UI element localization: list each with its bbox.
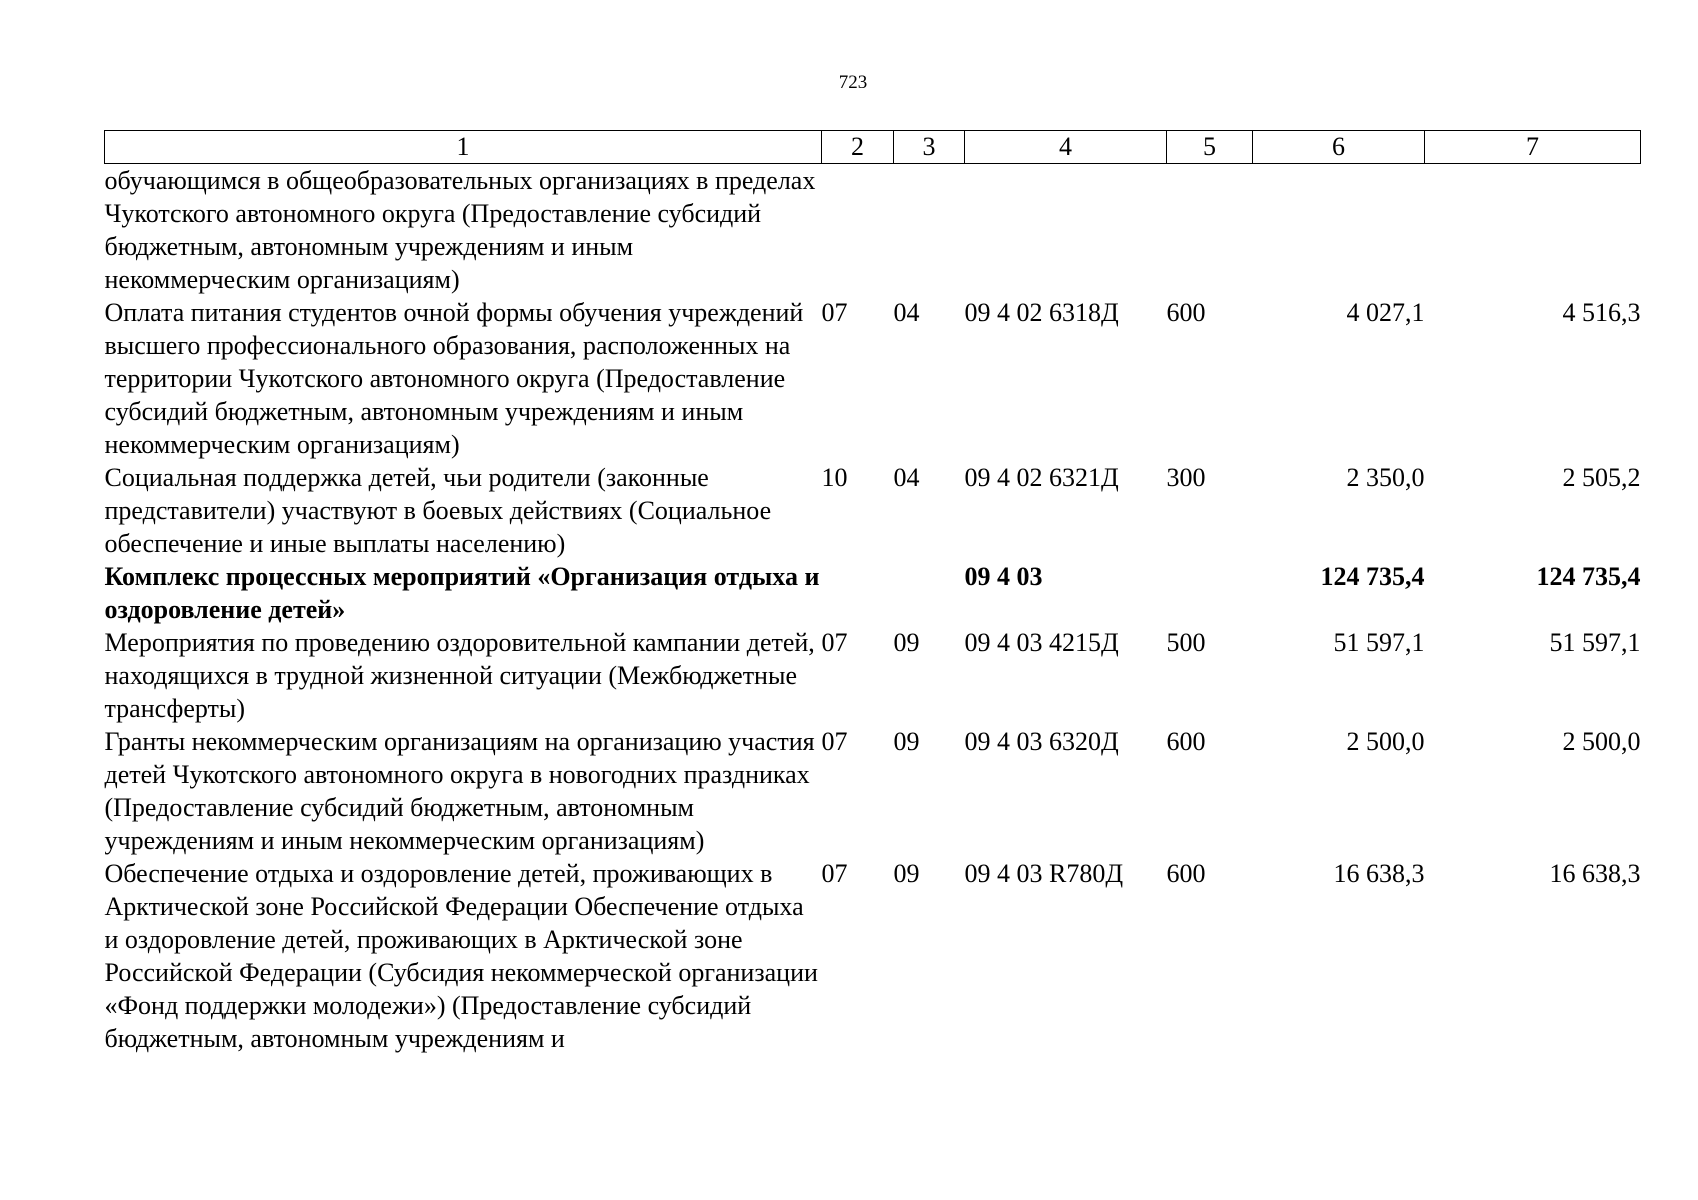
row-subsection: 04 — [893, 463, 920, 492]
row-subsection — [894, 164, 965, 297]
row-target-article: 09 4 03 4215Д — [964, 628, 1119, 657]
header-col-2: 2 — [822, 131, 894, 164]
row-name: Комплекс процессных мероприятий «Организация отдыха и оздоровление детей» — [104, 562, 820, 624]
row-expense-type: 300 — [1166, 463, 1206, 492]
row-amount-year2: 2 505,2 — [1562, 463, 1641, 492]
row-expense-type: 500 — [1166, 628, 1206, 657]
header-col-5: 5 — [1167, 131, 1253, 164]
header-col-7: 7 — [1425, 131, 1641, 164]
row-amount-year1: 51 597,1 — [1333, 628, 1425, 657]
row-section — [822, 560, 894, 626]
row-target-article: 09 4 03 6320Д — [964, 727, 1119, 756]
row-amount-year1: 2 350,0 — [1346, 463, 1425, 492]
row-amount-year2: 124 735,4 — [1536, 562, 1641, 591]
table-body — [105, 164, 1641, 1056]
table-row — [105, 857, 1641, 1055]
row-amount-year1 — [1253, 164, 1425, 297]
header-col-4: 4 — [965, 131, 1167, 164]
table-header-row — [105, 131, 1641, 164]
table-row — [105, 725, 1641, 857]
row-target-article: 09 4 02 6318Д — [964, 298, 1119, 327]
row-amount-year2: 4 516,3 — [1562, 298, 1641, 327]
row-name: Обеспечение отдыха и оздоровление детей, проживающих в Арктической зоне Российской Федерации Обеспечение отдыха и оздоровление детей, проживающих в Арктической зоне Российской Федерации (Субсидия некоммерческой организации «Фонд поддержки молодежи») (Предоставление субсидий бюджетным, автономным учреждениям и — [104, 859, 818, 1053]
row-section — [822, 164, 894, 297]
row-amount-year2: 16 638,3 — [1549, 859, 1641, 888]
row-amount-year1: 4 027,1 — [1346, 298, 1425, 327]
row-expense-type: 600 — [1166, 727, 1206, 756]
page-number: 723 — [838, 72, 868, 93]
row-name: Оплата питания студентов очной формы обучения учреждений высшего профессионального образования, расположенных на территории Чукотского автономного округа (Предоставление субсидий бюджетным, автономным учреждениям и иным некоммерческим организациям) — [104, 298, 804, 459]
row-section: 10 — [821, 463, 848, 492]
row-name: Гранты некоммерческим организациям на организацию участия детей Чукотского автономного округа в новогодних праздниках (Предоставление субсидий бюджетным, автономным учреждениям и иным некоммерческим организациям) — [104, 727, 815, 855]
table-row — [105, 164, 1641, 297]
row-amount-year2 — [1425, 164, 1641, 297]
row-target-article: 09 4 02 6321Д — [964, 463, 1119, 492]
table-row — [105, 560, 1641, 626]
row-expense-type — [1167, 164, 1253, 297]
row-target-article: 09 4 03 — [964, 562, 1043, 591]
budget-table — [104, 130, 1641, 1055]
row-section: 07 — [821, 727, 848, 756]
row-target-article — [965, 164, 1167, 297]
row-subsection: 04 — [893, 298, 920, 327]
table-row — [105, 296, 1641, 461]
row-name: Социальная поддержка детей, чьи родители (законные представители) участвуют в боевых действиях (Социальное обеспечение и иные выплаты населению) — [104, 463, 772, 558]
row-name: обучающимся в общеобразовательных организациях в пределах Чукотского автономного округа (Предоставление субсидий бюджетным, автономным учреждениям и иным некоммерческим организациям) — [104, 166, 816, 294]
header-col-6: 6 — [1253, 131, 1425, 164]
row-section: 07 — [821, 298, 848, 327]
row-amount-year1: 16 638,3 — [1333, 859, 1425, 888]
row-section: 07 — [821, 628, 848, 657]
row-expense-type — [1167, 560, 1253, 626]
row-amount-year2: 2 500,0 — [1562, 727, 1641, 756]
row-subsection: 09 — [893, 859, 920, 888]
row-section: 07 — [821, 859, 848, 888]
table-row — [105, 626, 1641, 725]
header-col-1: 1 — [105, 131, 822, 164]
row-target-article: 09 4 03 R780Д — [964, 859, 1124, 888]
row-amount-year1: 124 735,4 — [1320, 562, 1425, 591]
table-row — [105, 461, 1641, 560]
row-name: Мероприятия по проведению оздоровительной кампании детей, находящихся в трудной жизненной ситуации (Межбюджетные трансферты) — [104, 628, 815, 723]
row-expense-type: 600 — [1166, 298, 1206, 327]
row-subsection: 09 — [893, 727, 920, 756]
row-subsection — [894, 560, 965, 626]
row-subsection: 09 — [893, 628, 920, 657]
row-expense-type: 600 — [1166, 859, 1206, 888]
row-amount-year2: 51 597,1 — [1549, 628, 1641, 657]
row-amount-year1: 2 500,0 — [1346, 727, 1425, 756]
header-col-3: 3 — [894, 131, 965, 164]
